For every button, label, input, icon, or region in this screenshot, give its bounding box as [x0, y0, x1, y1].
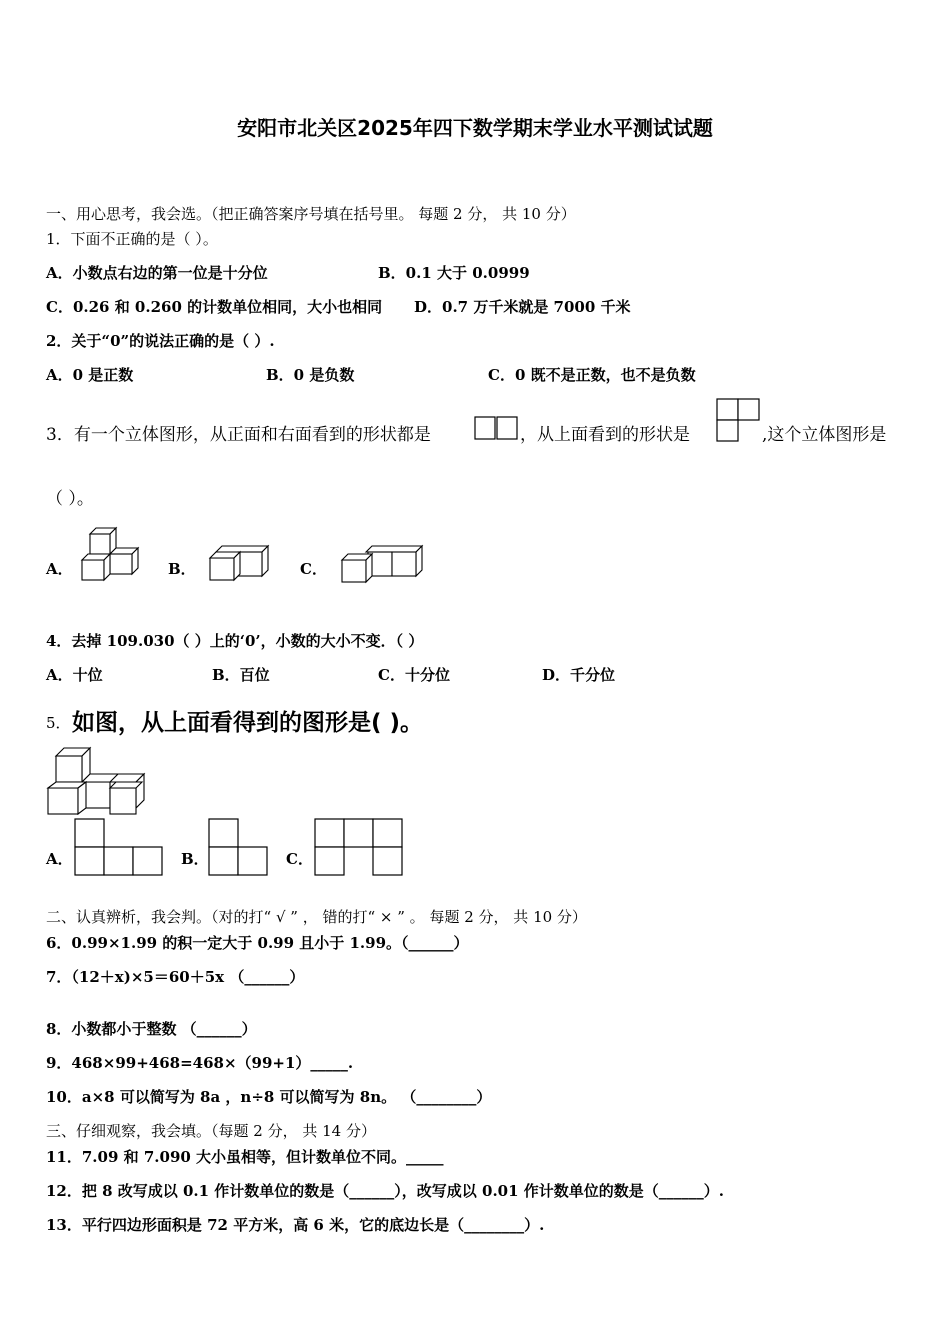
q11: 11．7.09 和 7.090 大小虽相等，但计数单位不同。_____ — [46, 1148, 444, 1166]
section-2-heading: 二、认真辨析，我会判。（对的打“ √ ” ， 错的打“ × ” 。 每题 2 分， 共 10 分） — [46, 908, 587, 926]
q1-stem: 1．下面不正确的是（ ）。 — [46, 230, 218, 248]
q3-stem-part3: ,这个立体图形是 — [762, 425, 887, 445]
q3-option-a-label: A． — [46, 560, 73, 578]
front-view-figure — [474, 416, 520, 442]
q3-option-b-figure — [208, 544, 272, 582]
q5-option-b-figure — [208, 818, 272, 878]
q4-option-a: A．十位 — [46, 666, 103, 684]
q1-option-c: C．0.26 和 0.260 的计数单位相同，大小也相同 — [46, 298, 383, 316]
q5-solid-figure — [46, 746, 148, 816]
q5-option-c-figure — [314, 818, 406, 878]
section-1-heading: 一、用心思考，我会选。（把正确答案序号填在括号里。 每题 2 分， 共 10 分） — [46, 205, 576, 223]
q3-option-c-label: C． — [300, 560, 327, 578]
q5-option-c-label: C． — [286, 850, 313, 868]
top-view-figure — [716, 398, 762, 442]
page-title: 安阳市北关区2025年四下数学期末学业水平测试试题 — [237, 116, 713, 140]
q3-option-b-label: B． — [168, 560, 196, 578]
q4-stem: 4．去掉 109.030（ ）上的‘0’，小数的大小不变．（ ） — [46, 632, 424, 650]
section-3-heading: 三、仔细观察，我会填。（每题 2 分， 共 14 分） — [46, 1122, 376, 1140]
q4-option-d: D．千分位 — [542, 666, 616, 684]
q2-option-a: A．0 是正数 — [46, 366, 134, 384]
q3-stem-part1: 3．有一个立体图形，从正面和右面看到的形状都是 — [46, 425, 431, 445]
q5-option-b-label: B． — [181, 850, 209, 868]
q2-stem: 2．关于“0”的说法正确的是（ ）. — [46, 332, 275, 350]
q13: 13．平行四边形面积是 72 平方米，高 6 米，它的底边长是（________）. — [46, 1216, 545, 1234]
q1-option-b: B．0.1 大于 0.0999 — [378, 264, 530, 282]
q8: 8．小数都小于整数 （______） — [46, 1020, 257, 1038]
q5-stem: 如图，从上面看得到的图形是( )。 — [72, 710, 424, 736]
q6: 6．0.99×1.99 的积一定大于 0.99 且小于 1.99。（______） — [46, 934, 469, 952]
q1-option-d: D．0.7 万千米就是 7000 千米 — [414, 298, 631, 316]
q9: 9．468×99+468=468×（99+1）_____. — [46, 1054, 354, 1072]
q3-option-c-figure — [340, 544, 426, 584]
q5-number: 5． — [46, 714, 71, 732]
q1-option-a: A．小数点右边的第一位是十分位 — [46, 264, 268, 282]
q12: 12．把 8 改写成以 0.1 作计数单位的数是（______），改写成以 0.01 作计数单位的数是（______）. — [46, 1182, 724, 1200]
q5-option-a-label: A． — [46, 850, 73, 868]
q3-option-a-figure — [80, 526, 142, 582]
q5-option-a-figure — [74, 818, 166, 878]
q3-stem-line2: （ ）。 — [46, 489, 94, 509]
q4-option-b: B．百位 — [212, 666, 270, 684]
q4-option-c: C．十分位 — [378, 666, 450, 684]
q2-option-b: B．0 是负数 — [266, 366, 355, 384]
q10: 10．a×8 可以简写为 8a ，n÷8 可以简写为 8n。 （________） — [46, 1088, 492, 1106]
q3-stem-part2: ，从上面看到的形状是 — [520, 425, 690, 445]
q2-option-c: C．0 既不是正数，也不是负数 — [488, 366, 696, 384]
q7: 7．（12＋x)×5＝60＋5x （______） — [46, 968, 305, 986]
